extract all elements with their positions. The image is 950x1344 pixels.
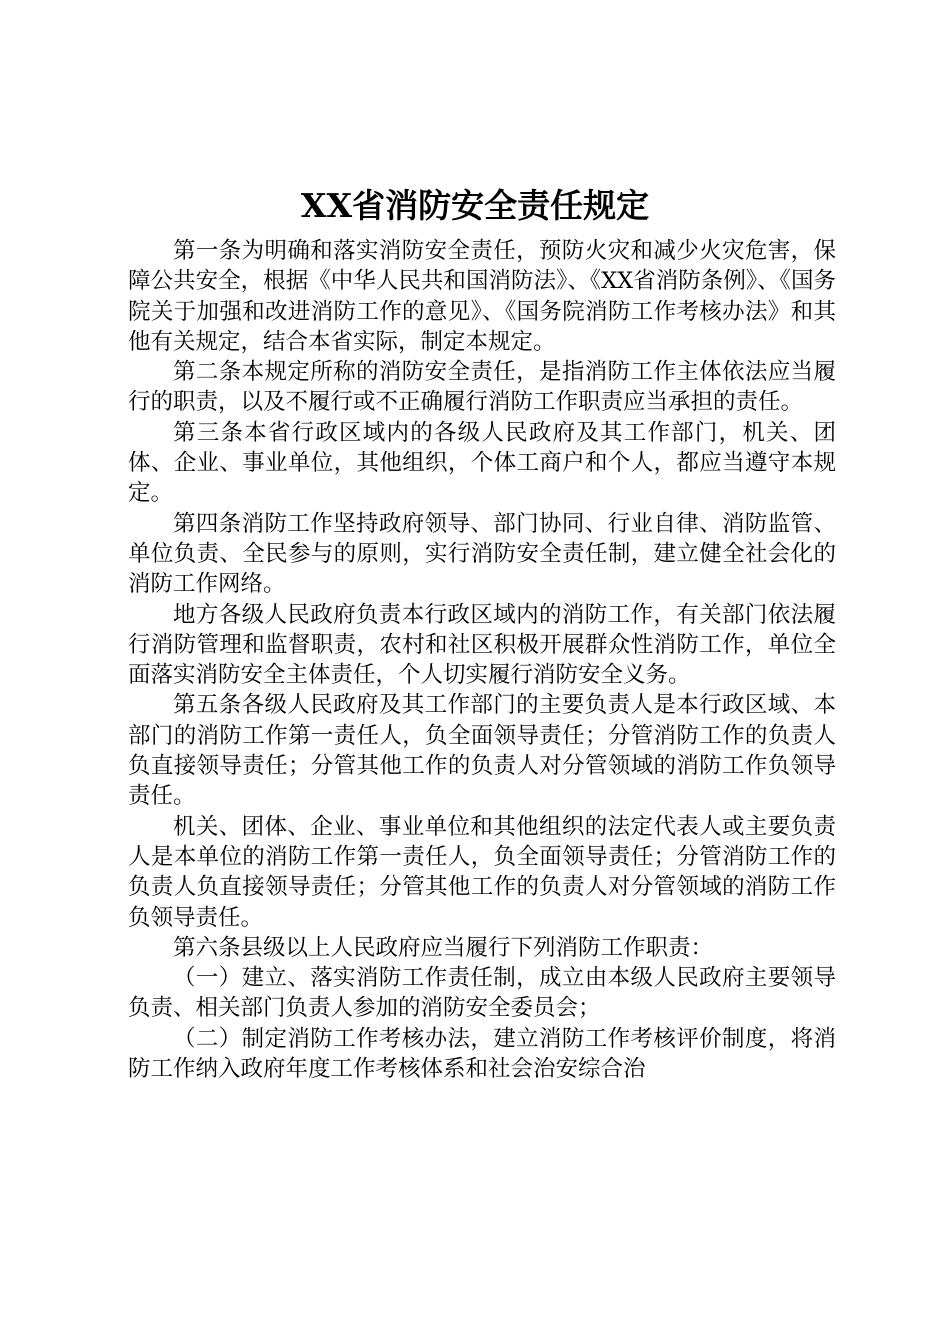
paragraph-article-6-item-2: （二）制定消防工作考核办法，建立消防工作考核评价制度，将消防工作纳入政府年度工作考核体系和社会治安综合治	[128, 1025, 836, 1083]
paragraph-article-1: 第一条为明确和落实消防安全责任，预防火灾和减少火灾危害，保障公共安全，根据《中华人民共和国消防法》、《XX省消防条例》、《国务院关于加强和改进消防工作的意见》、《国务院消防工作考核办法》和其他有关规定，结合本省实际，制定本规定。	[128, 238, 836, 355]
paragraph-article-2: 第二条本规定所称的消防安全责任，是指消防工作主体依法应当履行的职责，以及不履行或不正确履行消防工作职责应当承担的责任。	[128, 359, 836, 416]
paragraph-article-4-cont: 地方各级人民政府负责本行政区域内的消防工作，有关部门依法履行消防管理和监督职责，农村和社区积极开展群众性消防工作，单位全面落实消防安全主体责任，个人切实履行消防安全义务。	[128, 601, 836, 689]
paragraph-article-5: 第五条各级人民政府及其工作部门的主要负责人是本行政区域、本部门的消防工作第一责任人，负全面领导责任；分管消防工作的负责人负直接领导责任；分管其他工作的负责人对分管领域的消防工作负领导责任。	[128, 692, 836, 810]
paragraph-article-4: 第四条消防工作坚持政府领导、部门协同、行业自律、消防监管、单位负责、全民参与的原则，实行消防安全责任制，建立健全社会化的消防工作网络。	[128, 510, 836, 598]
paragraph-article-3: 第三条本省行政区域内的各级人民政府及其工作部门，机关、团体、企业、事业单位，其他组织，个体工商户和个人，都应当遵守本规定。	[128, 419, 836, 507]
document-body	[128, 236, 836, 1084]
document-title: XX省消防安全责任规定	[300, 186, 650, 225]
paragraph-article-5-cont: 机关、团体、企业、事业单位和其他组织的法定代表人或主要负责人是本单位的消防工作第一责任人，负全面领导责任；分管消防工作的负责人负直接领导责任；分管其他工作的负责人对分管领域的消防工作负领导责任。	[128, 813, 836, 931]
paragraph-article-6: 第六条县级以上人民政府应当履行下列消防工作职责：	[173, 934, 714, 961]
paragraph-article-6-item-1: （一）建立、落实消防工作责任制，成立由本级人民政府主要领导负责、相关部门负责人参加的消防安全委员会；	[128, 965, 836, 1022]
